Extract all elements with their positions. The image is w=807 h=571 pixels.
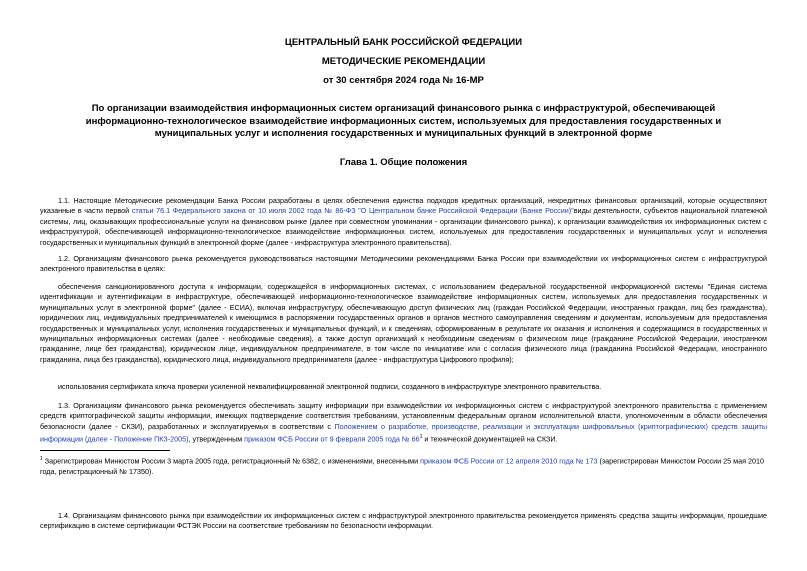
chapter-heading: Глава 1. Общие положения xyxy=(339,157,468,168)
law-article-link[interactable]: статьи 76.1 Федерального закона от 10 июля 2002 года № 86-ФЗ "О Центральном банке Российской Федерации (Банке России)" xyxy=(131,206,574,216)
paragraph-text: использования сертификата ключа проверки усиленной неквалифицированной электронной подписи, созданного в инфраструктуре электронного правительства. xyxy=(58,382,602,391)
paragraph-1-3 xyxy=(40,401,767,445)
paragraph-text: 1.4. Организациям финансового рынка при взаимодействии их информационных систем с инфраструктурой электронного правительства рекомендуется применять средства защиты информации, прошедшие сертификацию в системе сертификации ФСТЭК России на соответствие требованиям по безопасности информации. xyxy=(40,511,767,531)
paragraph-esia-purpose xyxy=(40,282,767,365)
fsb-order-173-link[interactable]: приказом ФСБ России от 12 апреля 2010 года № 173 xyxy=(420,456,598,466)
pkz-2005-link[interactable]: Положением о разработке, производстве, реализации и эксплуатации шифровальных (криптографических) средств защиты информации (далее - Положение ПКЗ-2005) xyxy=(40,421,767,444)
paragraph-1-1 xyxy=(40,196,767,248)
paragraph-1-4 xyxy=(40,511,767,532)
document-title: По организации взаимодействия информационных систем организаций финансового рынка с инфраструктурой, обеспечивающей информационно-технологическое взаимодействие информационных систем, используемых для предоставления государственных и муниципальных услуг и исполнения государственных и муниципальных функций в электронной форме xyxy=(85,103,722,139)
paragraph-text: , утвержденным xyxy=(188,434,245,444)
footnote-text: (зарегистрирован Минюстом России 25 мая 2010 года, регистрационный № 17350). xyxy=(40,456,764,477)
paragraph-text: и технической документацией на СКЗИ. xyxy=(422,434,558,444)
paragraph-text: 1.2. Организациям финансового рынка рекомендуется руководствоваться настоящими Методическими рекомендациями Банка России при взаимодействии их информационных систем с инфраструктурой электронного правительства в целях: xyxy=(40,254,767,274)
paragraph-1-2 xyxy=(40,254,767,275)
document-date-number: от 30 сентября 2024 года № 16-МР xyxy=(323,75,484,86)
paragraph-text: 1.1. Настоящие Методические рекомендации Банка России разработаны в целях обеспечения единства подходов кредитных организаций, некредитных финансовых организаций, которые осуществляют указанные в части первой xyxy=(40,196,767,216)
document-type-heading: МЕТОДИЧЕСКИЕ РЕКОМЕНДАЦИИ xyxy=(321,56,486,67)
footnote-1 xyxy=(40,454,767,477)
paragraph-text: обеспечения санкционированного доступа к информации, содержащейся в информационных системах, с использованием федеральной государственной информационной системы "Единая система идентификации и аутентификации в инфраструктуре, обеспечивающей информационно-технологическое взаимодействие информационных систем, используемых для предоставления государственных и муниципальных услуг в электронной форме" (далее - ЕСИА), включая инфраструктуру, обеспечивающую доступ физических лиц (граждан Российской Федерации, иностранных граждан, лиц без гражданства), юридических лиц, индивидуальных предпринимателей к имеющимся в распоряжении государственных органов и органов местного самоуправления сведениям и документам, используемым для предоставления государственных и муниципальных услуг, исполнения государственных и муниципальных функций, и к сведениям, сформированным в результате их оказания и исполнения и содержащимся в государственных и муниципальных информационных системах (далее - необходимые сведения), а также доступ организаций к необходимым сведениям о физическом лице (гражданине Российской Федерации, иностранном гражданине, лице без гражданства), юридическом лице, индивидуальном предпринимателе, в том числе по инициативе или с согласия физического лица (гражданина Российской Федерации, иностранного гражданина, лица без гражданства), юридического лица, индивидуального предпринимателя (далее - инфраструктура Цифрового профиля); xyxy=(40,282,767,364)
footnote-divider xyxy=(40,450,170,451)
paragraph-certificate-purpose xyxy=(40,382,767,392)
fsb-order-66-link[interactable]: приказом ФСБ России от 9 февраля 2005 года № 66 xyxy=(244,434,420,444)
paragraph-text: 1.3. Организациям финансового рынка рекомендуется обеспечивать защиту информации при взаимодействии их информационных систем с инфраструктурой электронного правительства с применением средств криптографической защиты информации, имеющих подтверждение соответствия требованиям, установленным федеральным органом исполнительной власти, уполномоченным в области обеспечения безопасности (далее - СКЗИ), разработанных и эксплуатируемых в соответствии с xyxy=(40,401,767,431)
paragraph-text: виды деятельности, субъектов национальной платежной системы, лиц, оказывающих профессиональные услуги на финансовом рынке (далее при совместном упоминании - организации финансового рынка), к организации взаимодействия их информационных систем с инфраструктурой, обеспечивающей информационно-технологическое взаимодействие информационных систем, используемых для предоставления государственных и муниципальных услуг и исполнения государственных и муниципальных функций в электронной форме (далее - инфраструктура электронного правительства). xyxy=(40,206,767,247)
footnote-text: Зарегистрирован Минюстом России 3 марта 2005 года, регистрационный № 6382, с изменениями, внесенными xyxy=(42,456,421,466)
issuer-heading: ЦЕНТРАЛЬНЫЙ БАНК РОССИЙСКОЙ ФЕДЕРАЦИИ xyxy=(284,37,523,48)
footnote-reference[interactable]: 1 xyxy=(419,434,423,441)
footnote-mark: 1 xyxy=(40,456,43,462)
